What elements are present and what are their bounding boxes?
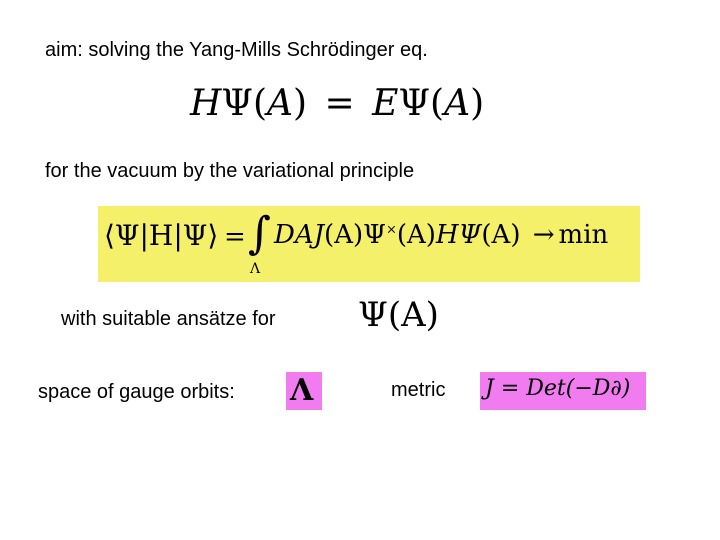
minimum-label: min: [558, 220, 609, 250]
argument-a: (A): [396, 220, 436, 250]
gauge-field-symbol: A: [267, 83, 294, 124]
left-paren: (: [252, 83, 268, 124]
equals-sign: =: [224, 222, 246, 252]
psi-symbol: Ψ: [398, 83, 431, 124]
metric-text: metric: [391, 379, 446, 401]
psi-symbol: Ψ: [221, 83, 253, 124]
complex-conjugate-star: ×: [385, 222, 397, 238]
gauge-field-symbol: A: [444, 83, 471, 124]
integrand: [274, 222, 608, 248]
vacuum-text: for the vacuum by the variational principle: [45, 160, 415, 182]
integral-domain-lambda: Λ: [250, 261, 261, 277]
metric-equation-box: [480, 372, 646, 410]
integral-sign: ∫: [248, 208, 271, 259]
argument-a: (A): [324, 220, 364, 250]
variational-equation-box: [98, 206, 640, 282]
left-paren: (: [430, 83, 445, 124]
gauge-orbit-space-box: [286, 372, 322, 410]
equals-sign: =: [324, 83, 355, 124]
metric-equation: J = Det(−D∂): [485, 376, 631, 401]
arrow-icon: →: [532, 220, 555, 250]
aim-text: aim: solving the Yang-Mills Schrödinger eq.: [45, 39, 428, 61]
right-paren: ): [470, 83, 485, 124]
measure-and-jacobian: DAJ: [274, 220, 325, 250]
ansatz-text: with suitable ansätze for: [61, 308, 276, 330]
right-paren: ): [293, 83, 308, 124]
energy-symbol: E: [372, 83, 399, 124]
argument-a: (A): [481, 220, 521, 250]
lambda-symbol: Λ: [290, 373, 314, 408]
hamiltonian-symbol: H: [190, 83, 222, 124]
schrodinger-equation: [190, 83, 485, 124]
hamiltonian-psi: HΨ: [435, 220, 482, 250]
bra-ket-expectation: ⟨Ψ|H|Ψ⟩: [104, 219, 219, 252]
gauge-orbits-text: space of gauge orbits:: [38, 381, 235, 403]
ansatz-wavefunction: Ψ(A): [358, 295, 439, 335]
psi-symbol: Ψ: [363, 220, 386, 250]
